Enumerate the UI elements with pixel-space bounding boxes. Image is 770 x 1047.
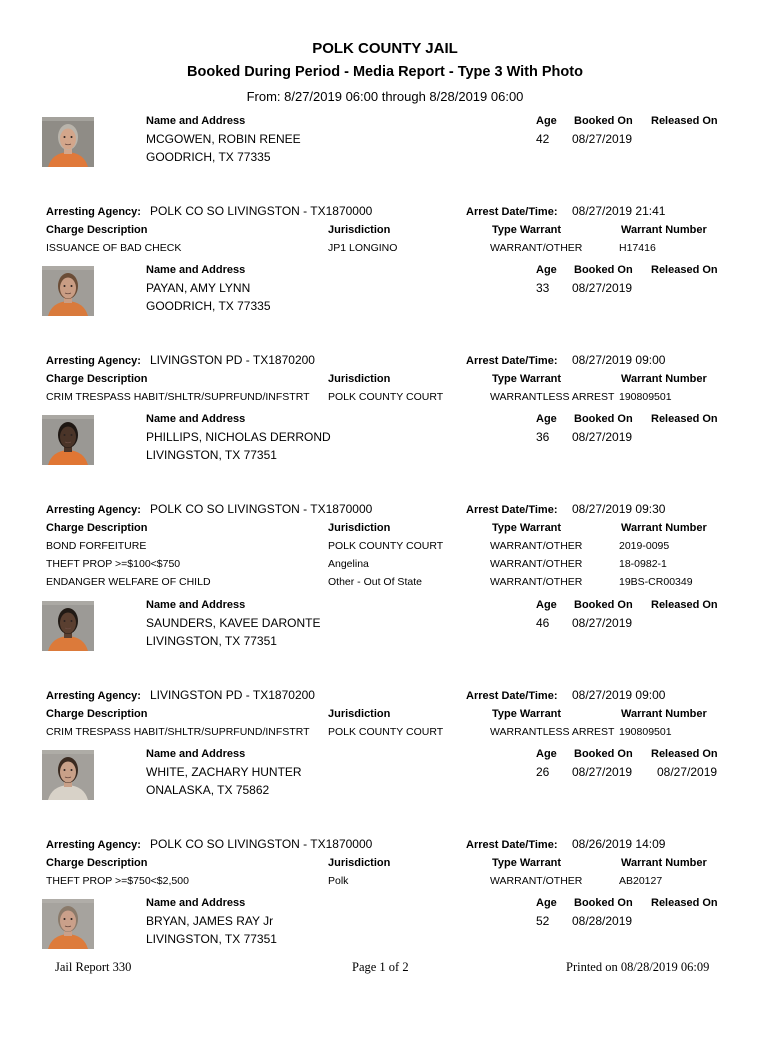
charge-warrant-number: H17416 bbox=[619, 242, 656, 254]
charge-jurisdiction: Other - Out Of State bbox=[328, 576, 422, 588]
arrest-datetime-label: Arrest Date/Time: bbox=[466, 839, 558, 851]
jurisdiction-label: Jurisdiction bbox=[328, 224, 391, 236]
charge-jurisdiction: POLK COUNTY COURT bbox=[328, 540, 444, 552]
warrant-number-label: Warrant Number bbox=[621, 373, 707, 385]
arrest-datetime-label: Arrest Date/Time: bbox=[466, 504, 558, 516]
name-address-label: Name and Address bbox=[146, 413, 246, 425]
released-on-label: Released On bbox=[651, 264, 718, 276]
booked-on-label: Booked On bbox=[574, 897, 633, 909]
booked-on-date: 08/27/2019 bbox=[572, 281, 633, 295]
inmate-age: 26 bbox=[536, 765, 550, 779]
name-address-label: Name and Address bbox=[146, 897, 246, 909]
arresting-agency: POLK CO SO LIVINGSTON - TX1870000 bbox=[150, 502, 373, 516]
charge-description-label: Charge Description bbox=[46, 373, 148, 385]
booked-on-label: Booked On bbox=[574, 599, 633, 611]
inmate-city: GOODRICH, TX 77335 bbox=[146, 299, 271, 313]
age-label: Age bbox=[536, 897, 557, 909]
mugshot-photo bbox=[42, 117, 94, 167]
inmate-city: LIVINGSTON, TX 77351 bbox=[146, 932, 277, 946]
mugshot-photo bbox=[42, 899, 94, 949]
booked-on-label: Booked On bbox=[574, 264, 633, 276]
released-on-label: Released On bbox=[651, 115, 718, 127]
charge-jurisdiction: Polk bbox=[328, 875, 349, 887]
type-warrant-label: Type Warrant bbox=[492, 708, 562, 720]
mugshot-photo bbox=[42, 415, 94, 465]
released-on-label: Released On bbox=[651, 748, 718, 760]
charge-description-label: Charge Description bbox=[46, 857, 148, 869]
mugshot-photo bbox=[42, 750, 94, 800]
mugshot-photo bbox=[42, 601, 94, 651]
arrest-datetime: 08/27/2019 09:30 bbox=[572, 502, 666, 516]
charge-jurisdiction: Angelina bbox=[328, 558, 369, 570]
arrest-datetime-label: Arrest Date/Time: bbox=[466, 690, 558, 702]
released-on-date: 08/27/2019 bbox=[657, 765, 718, 779]
arresting-agency-label: Arresting Agency: bbox=[46, 504, 141, 516]
booking-record bbox=[0, 748, 770, 898]
report-title: POLK COUNTY JAIL bbox=[312, 40, 458, 57]
jurisdiction-label: Jurisdiction bbox=[328, 708, 391, 720]
mugshot-image bbox=[42, 601, 94, 651]
inmate-city: ONALASKA, TX 75862 bbox=[146, 783, 270, 797]
charge-description: CRIM TRESPASS HABIT/SHLTR/SUPRFUND/INFSTRT bbox=[46, 391, 310, 403]
warrant-number-label: Warrant Number bbox=[621, 708, 707, 720]
charge-type-warrant: WARRANTLESS ARREST bbox=[490, 391, 615, 403]
booked-on-date: 08/27/2019 bbox=[572, 616, 633, 630]
mugshot-image bbox=[42, 899, 94, 949]
type-warrant-label: Type Warrant bbox=[492, 224, 562, 236]
mugshot-image bbox=[42, 415, 94, 465]
inmate-name: SAUNDERS, KAVEE DARONTE bbox=[146, 616, 321, 630]
inmate-name: PHILLIPS, NICHOLAS DERROND bbox=[146, 430, 331, 444]
age-label: Age bbox=[536, 748, 557, 760]
warrant-number-label: Warrant Number bbox=[621, 224, 707, 236]
mugshot-photo bbox=[42, 266, 94, 316]
arrest-datetime: 08/27/2019 09:00 bbox=[572, 353, 666, 367]
booked-on-label: Booked On bbox=[574, 413, 633, 425]
booked-on-label: Booked On bbox=[574, 748, 633, 760]
charge-type-warrant: WARRANT/OTHER bbox=[490, 875, 583, 887]
name-address-label: Name and Address bbox=[146, 748, 246, 760]
booking-record bbox=[0, 599, 770, 749]
arrest-datetime: 08/26/2019 14:09 bbox=[572, 837, 666, 851]
footer-printed-on: Printed on 08/28/2019 06:09 bbox=[566, 960, 710, 974]
arrest-datetime-label: Arrest Date/Time: bbox=[466, 206, 558, 218]
released-on-label: Released On bbox=[651, 413, 718, 425]
charge-warrant-number: 18-0982-1 bbox=[619, 558, 667, 570]
name-address-label: Name and Address bbox=[146, 264, 246, 276]
jurisdiction-label: Jurisdiction bbox=[328, 857, 391, 869]
charge-description-label: Charge Description bbox=[46, 522, 148, 534]
charge-description: ISSUANCE OF BAD CHECK bbox=[46, 242, 182, 254]
arresting-agency: LIVINGSTON PD - TX1870200 bbox=[150, 688, 315, 702]
arresting-agency: LIVINGSTON PD - TX1870200 bbox=[150, 353, 315, 367]
booking-record bbox=[0, 264, 770, 414]
charge-warrant-number: 2019-0095 bbox=[619, 540, 670, 552]
charge-jurisdiction: POLK COUNTY COURT bbox=[328, 391, 444, 403]
type-warrant-label: Type Warrant bbox=[492, 522, 562, 534]
mugshot-image bbox=[42, 750, 94, 800]
charge-type-warrant: WARRANT/OTHER bbox=[490, 558, 583, 570]
inmate-city: LIVINGSTON, TX 77351 bbox=[146, 634, 277, 648]
booked-on-date: 08/27/2019 bbox=[572, 132, 633, 146]
age-label: Age bbox=[536, 264, 557, 276]
inmate-name: WHITE, ZACHARY HUNTER bbox=[146, 765, 302, 779]
arresting-agency-label: Arresting Agency: bbox=[46, 355, 141, 367]
arresting-agency-label: Arresting Agency: bbox=[46, 690, 141, 702]
charge-warrant-number: 190809501 bbox=[619, 391, 672, 403]
released-on-label: Released On bbox=[651, 897, 718, 909]
jurisdiction-label: Jurisdiction bbox=[328, 373, 391, 385]
charge-description: THEFT PROP >=$100<$750 bbox=[46, 558, 181, 570]
charge-description-label: Charge Description bbox=[46, 708, 148, 720]
inmate-name: BRYAN, JAMES RAY Jr bbox=[146, 914, 274, 928]
inmate-age: 46 bbox=[536, 616, 550, 630]
inmate-age: 42 bbox=[536, 132, 550, 146]
charge-type-warrant: WARRANT/OTHER bbox=[490, 576, 583, 588]
charge-jurisdiction: JP1 LONGINO bbox=[328, 242, 398, 254]
charge-warrant-number: AB20127 bbox=[619, 875, 663, 887]
arresting-agency-label: Arresting Agency: bbox=[46, 839, 141, 851]
arresting-agency: POLK CO SO LIVINGSTON - TX1870000 bbox=[150, 204, 373, 218]
name-address-label: Name and Address bbox=[146, 115, 246, 127]
charge-type-warrant: WARRANTLESS ARREST bbox=[490, 726, 615, 738]
booked-on-date: 08/27/2019 bbox=[572, 765, 633, 779]
booking-record bbox=[0, 413, 770, 588]
age-label: Age bbox=[536, 115, 557, 127]
footer-report-id: Jail Report 330 bbox=[55, 960, 132, 974]
arrest-datetime: 08/27/2019 09:00 bbox=[572, 688, 666, 702]
charge-warrant-number: 190809501 bbox=[619, 726, 672, 738]
booked-on-date: 08/27/2019 bbox=[572, 430, 633, 444]
inmate-age: 52 bbox=[536, 914, 550, 928]
charge-jurisdiction: POLK COUNTY COURT bbox=[328, 726, 444, 738]
inmate-age: 33 bbox=[536, 281, 550, 295]
footer-page-number: Page 1 of 2 bbox=[352, 960, 409, 974]
inmate-city: GOODRICH, TX 77335 bbox=[146, 150, 271, 164]
charge-description: CRIM TRESPASS HABIT/SHLTR/SUPRFUND/INFSTRT bbox=[46, 726, 310, 738]
charge-description: ENDANGER WELFARE OF CHILD bbox=[46, 576, 211, 588]
name-address-label: Name and Address bbox=[146, 599, 246, 611]
booked-on-date: 08/28/2019 bbox=[572, 914, 633, 928]
mugshot-image bbox=[42, 266, 94, 316]
warrant-number-label: Warrant Number bbox=[621, 857, 707, 869]
charge-warrant-number: 19BS-CR00349 bbox=[619, 576, 693, 588]
warrant-number-label: Warrant Number bbox=[621, 522, 707, 534]
released-on-label: Released On bbox=[651, 599, 718, 611]
charge-type-warrant: WARRANT/OTHER bbox=[490, 540, 583, 552]
report-subtitle: Booked During Period - Media Report - Type 3 With Photo bbox=[187, 64, 583, 80]
type-warrant-label: Type Warrant bbox=[492, 373, 562, 385]
type-warrant-label: Type Warrant bbox=[492, 857, 562, 869]
charge-description-label: Charge Description bbox=[46, 224, 148, 236]
charge-description: BOND FORFEITURE bbox=[46, 540, 147, 552]
inmate-age: 36 bbox=[536, 430, 550, 444]
booking-record bbox=[0, 115, 770, 265]
charge-description: THEFT PROP >=$750<$2,500 bbox=[46, 875, 189, 887]
report-period: From: 8/27/2019 06:00 through 8/28/2019 06:00 bbox=[246, 89, 524, 104]
age-label: Age bbox=[536, 599, 557, 611]
mugshot-image bbox=[42, 117, 94, 167]
inmate-name: PAYAN, AMY LYNN bbox=[146, 281, 251, 295]
arresting-agency: POLK CO SO LIVINGSTON - TX1870000 bbox=[150, 837, 373, 851]
arrest-datetime-label: Arrest Date/Time: bbox=[466, 355, 558, 367]
jurisdiction-label: Jurisdiction bbox=[328, 522, 391, 534]
booked-on-label: Booked On bbox=[574, 115, 633, 127]
charge-type-warrant: WARRANT/OTHER bbox=[490, 242, 583, 254]
age-label: Age bbox=[536, 413, 557, 425]
arresting-agency-label: Arresting Agency: bbox=[46, 206, 141, 218]
inmate-name: MCGOWEN, ROBIN RENEE bbox=[146, 132, 301, 146]
arrest-datetime: 08/27/2019 21:41 bbox=[572, 204, 666, 218]
inmate-city: LIVINGSTON, TX 77351 bbox=[146, 448, 277, 462]
